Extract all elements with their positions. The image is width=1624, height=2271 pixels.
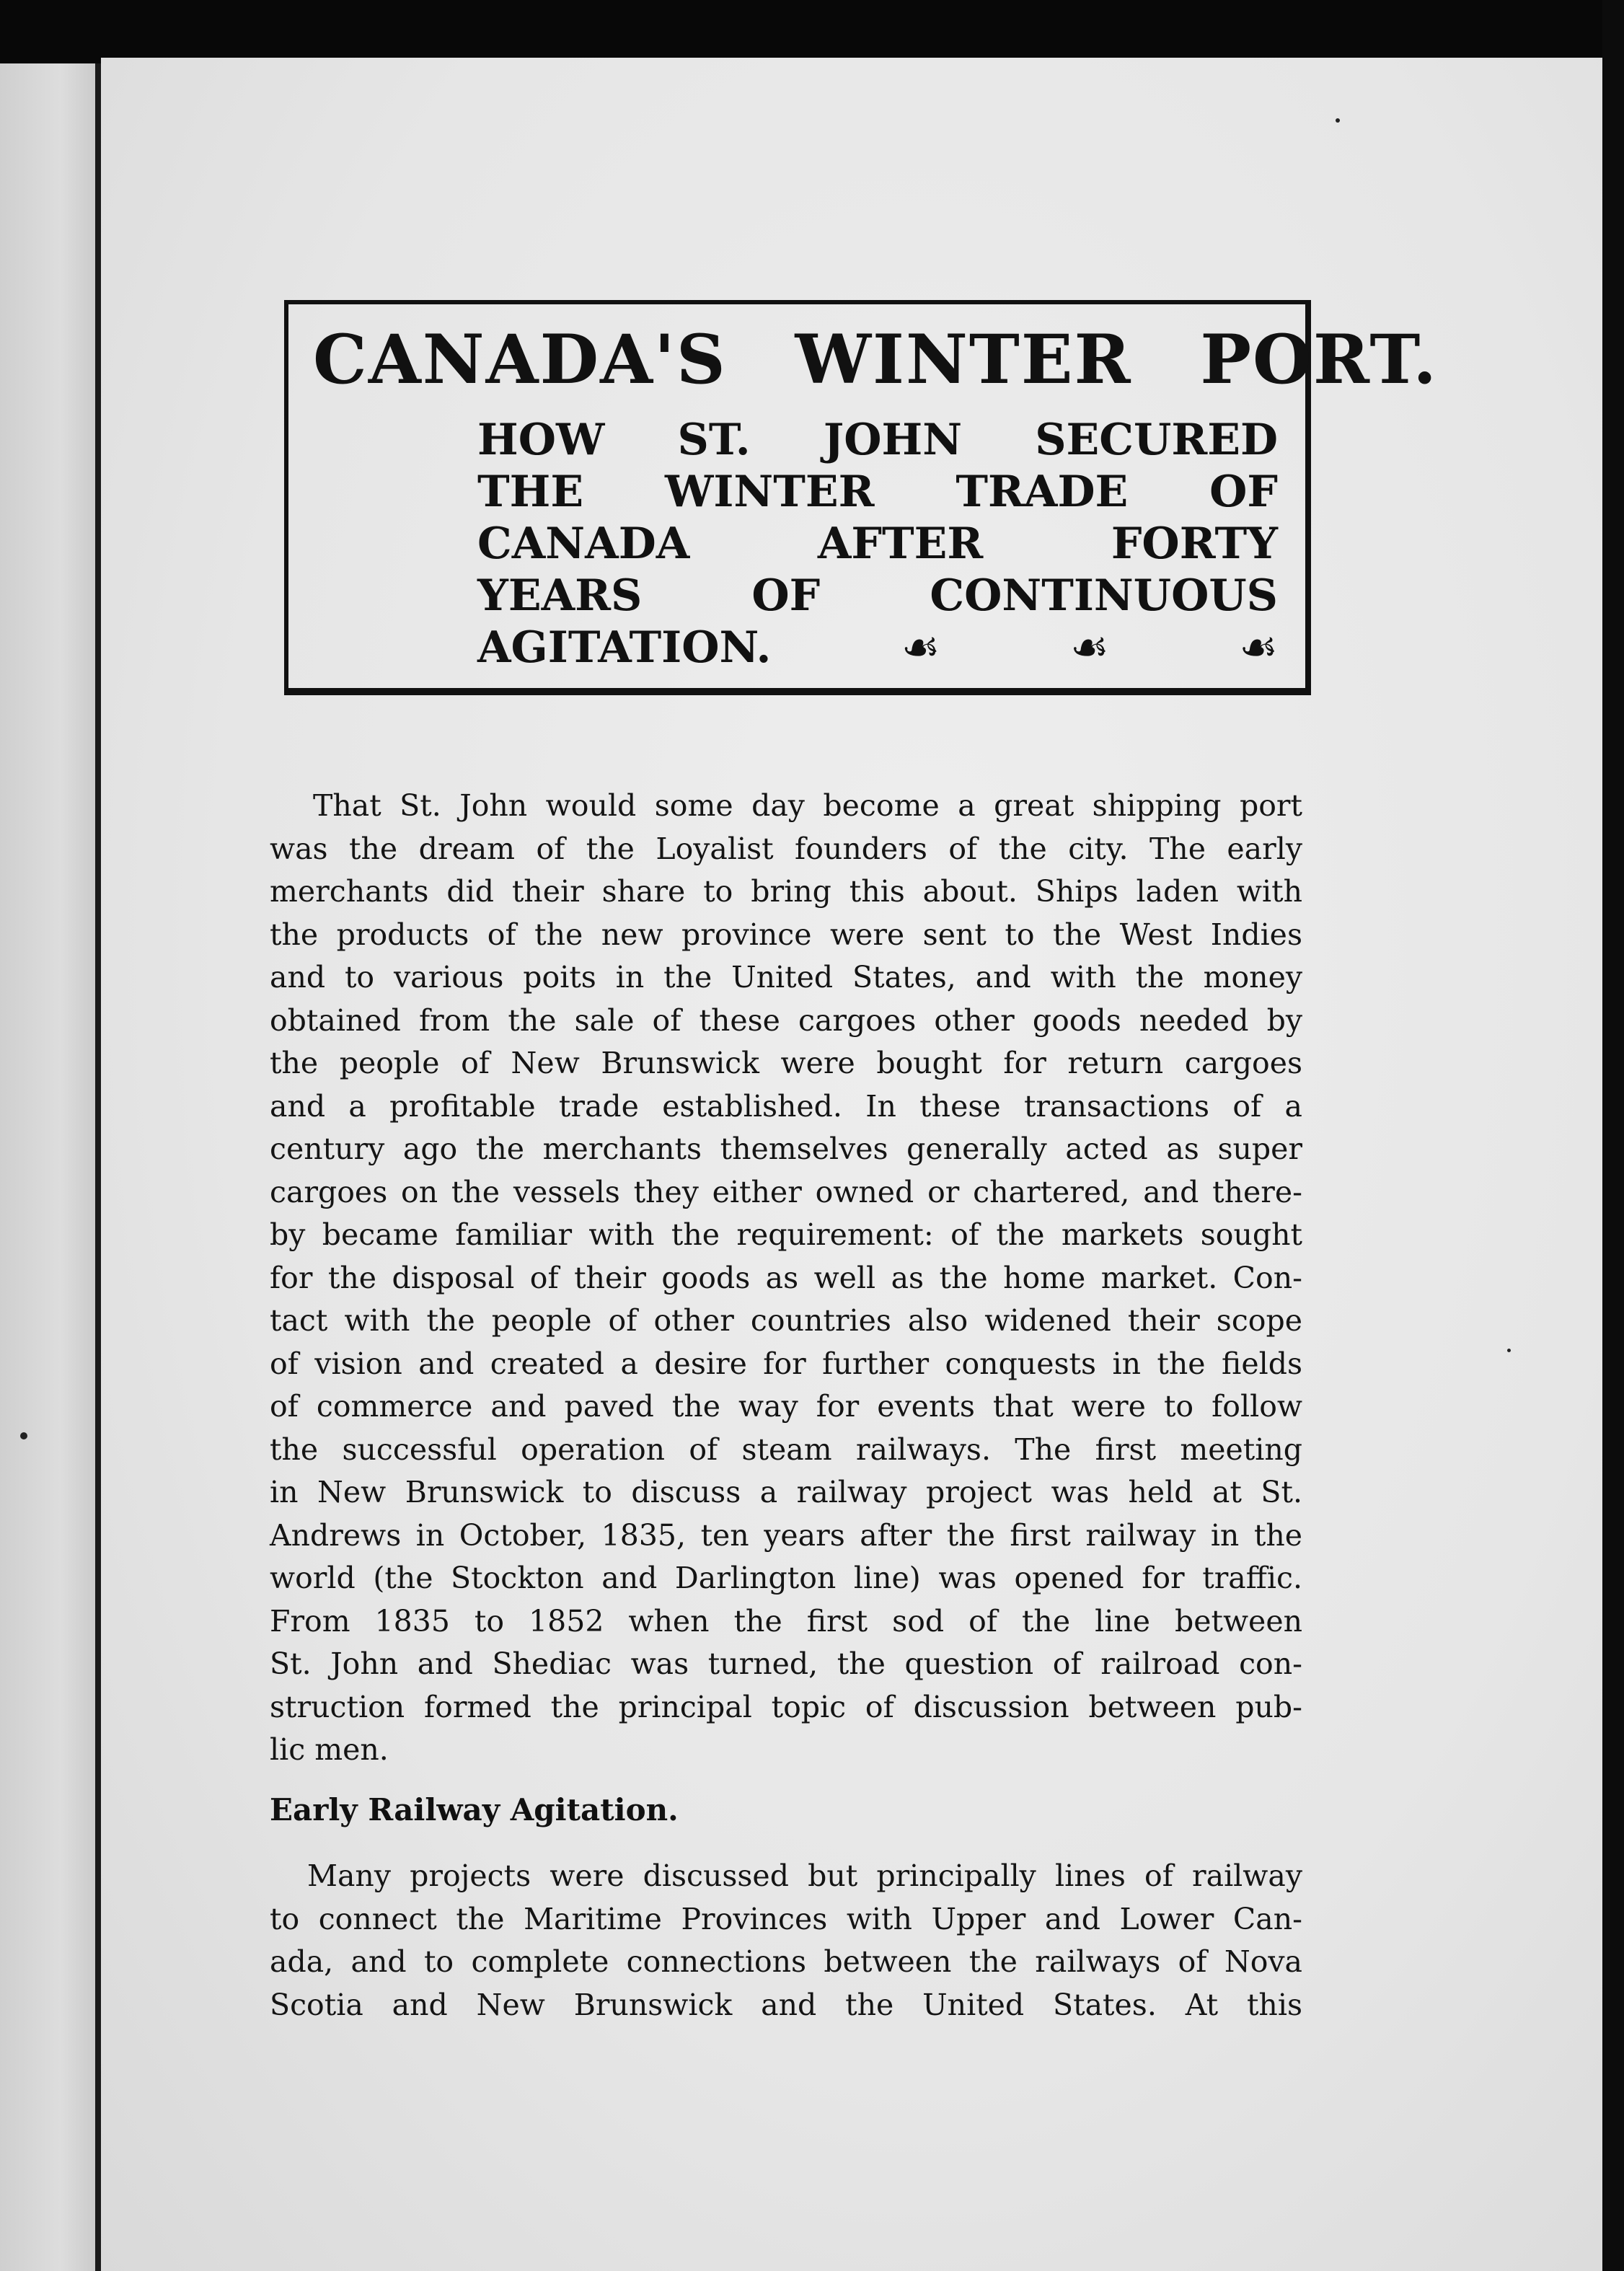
text-line: for the disposal of their goods as well as the home market. Con- (270, 1260, 1302, 1295)
page-title: CANADA'S WINTER PORT. (313, 320, 1438, 400)
title-box (284, 300, 1438, 695)
text-line: lic men. (270, 1732, 389, 1767)
text-line: was the dream of the Loyalist founders of the city. The early (270, 831, 1302, 866)
text-line: the products of the new province were sent to the West Indies (270, 917, 1302, 952)
body-paragraph-2 (270, 1855, 1302, 2027)
text-line: tact with the people of other countries also widened their scope (270, 1303, 1302, 1338)
scan-border-shadow (1602, 0, 1624, 2271)
text-line: obtained from the sale of these cargoes other goods needed by (270, 1002, 1302, 1038)
text-line: by became familiar with the requirement: of the markets sought (270, 1217, 1302, 1252)
subtitle-line: HOW ST. JOHN SECURED (477, 415, 1278, 465)
text-line: ada, and to complete connections between the railways of Nova (270, 1944, 1302, 1979)
text-line: world (the Stockton and Darlington line) was opened for traffic. (270, 1561, 1302, 1595)
text-line: the people of New Brunswick were bought for return cargoes (270, 1046, 1302, 1080)
text-line: the successful operation of steam railways. The first meeting (270, 1432, 1302, 1467)
floral-ornament-icon: ☙ (901, 622, 940, 673)
floral-ornament-icon: ☙ (1239, 622, 1279, 673)
text-line: Andrews in October, 1835, ten years after the first railway in the (270, 1517, 1302, 1553)
text-line: Scotia and New Brunswick and the United States. At this (270, 1987, 1302, 2022)
page-fold-line (95, 63, 101, 2271)
facing-page-edge (0, 63, 101, 2271)
text-line: and to various poits in the United States, and with the money (270, 960, 1302, 995)
text-line: of vision and created a desire for further conquests in the fields (270, 1346, 1302, 1381)
text-line: in New Brunswick to discuss a railway project was held at St. (270, 1475, 1302, 1509)
text-line: to connect the Maritime Provinces with Upper and Lower Can- (270, 1901, 1302, 1936)
scan-speck (1336, 118, 1340, 123)
floral-ornament-icon: ☙ (1070, 622, 1109, 673)
text-line: From 1835 to 1852 when the first sod of the line between (270, 1603, 1302, 1639)
subtitle-line: CANADA AFTER FORTY (477, 519, 1278, 569)
text-line: struction formed the principal topic of discussion between pub- (270, 1689, 1302, 1724)
scan-speck (20, 1432, 27, 1439)
text-line: Many projects were discussed but principally lines of railway (307, 1858, 1302, 1893)
text-line: cargoes on the vessels they either owned or chartered, and there- (270, 1174, 1302, 1209)
subtitle-line: YEARS OF CONTINUOUS (477, 570, 1278, 621)
text-line: St. John and Shediac was turned, the question of railroad con- (270, 1646, 1302, 1681)
subtitle-line-last (477, 622, 1278, 674)
text-line: of commerce and paved the way for events that were to follow (270, 1389, 1302, 1424)
subtitle-line: THE WINTER TRADE OF (477, 467, 1278, 517)
text-line: century ago the merchants themselves generally acted as super (270, 1132, 1302, 1166)
subtitle-line-text: AGITATION. (477, 622, 772, 673)
scan-speck (1507, 1349, 1511, 1352)
text-line: merchants did their share to bring this about. Ships laden with (270, 874, 1302, 909)
text-line: and a profitable trade established. In these transactions of a (270, 1088, 1302, 1124)
section-heading: Early Railway Agitation. (270, 1792, 679, 1827)
subtitle (477, 414, 1278, 674)
body-paragraph-1 (270, 785, 1302, 1772)
text-line: That St. John would some day become a great shipping port (313, 788, 1302, 823)
